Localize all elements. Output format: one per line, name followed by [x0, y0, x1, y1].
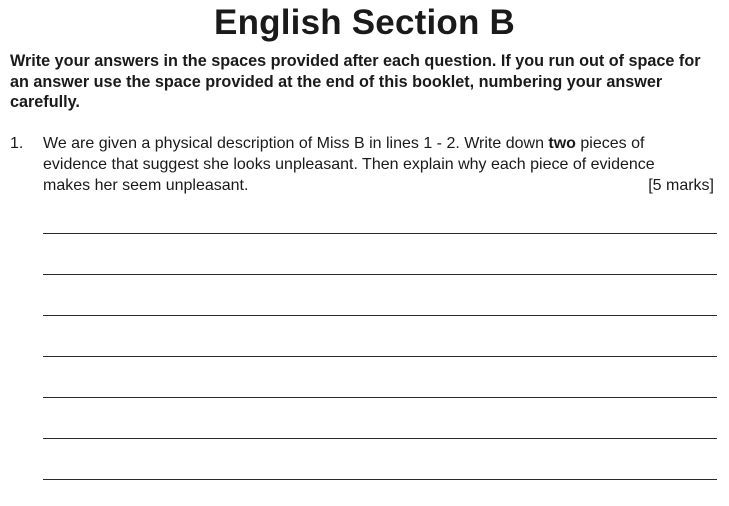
question-marks: [5 marks]	[648, 177, 714, 194]
answer-line[interactable]	[43, 479, 717, 480]
question-line-1	[43, 133, 714, 154]
question-line-3-text: makes her seem unpleasant.	[43, 177, 249, 194]
question-text	[43, 133, 714, 196]
question-emphasis: two	[548, 135, 576, 152]
question-line-1-end: pieces of	[575, 135, 645, 152]
answer-line[interactable]	[43, 315, 717, 316]
question-line-1-start: We are given a physical description of Miss B in lines 1 - 2. Write down	[43, 135, 549, 152]
question-line-2: evidence that suggest she looks unpleasant. Then explain why each piece of evidence	[43, 156, 655, 173]
answer-line[interactable]	[43, 356, 717, 357]
answer-line[interactable]	[43, 233, 717, 234]
question-number: 1.	[10, 135, 24, 152]
answer-line[interactable]	[43, 397, 717, 398]
answer-line[interactable]	[43, 438, 717, 439]
answer-line[interactable]	[43, 274, 717, 275]
question-line-3	[43, 175, 714, 196]
instructions-text: Write your answers in the spaces provided after each question. If you run out of space for an answer use the space provided at the end of this booklet, numbering your answer carefully.	[10, 52, 701, 111]
page-title: English Section B	[214, 3, 515, 42]
